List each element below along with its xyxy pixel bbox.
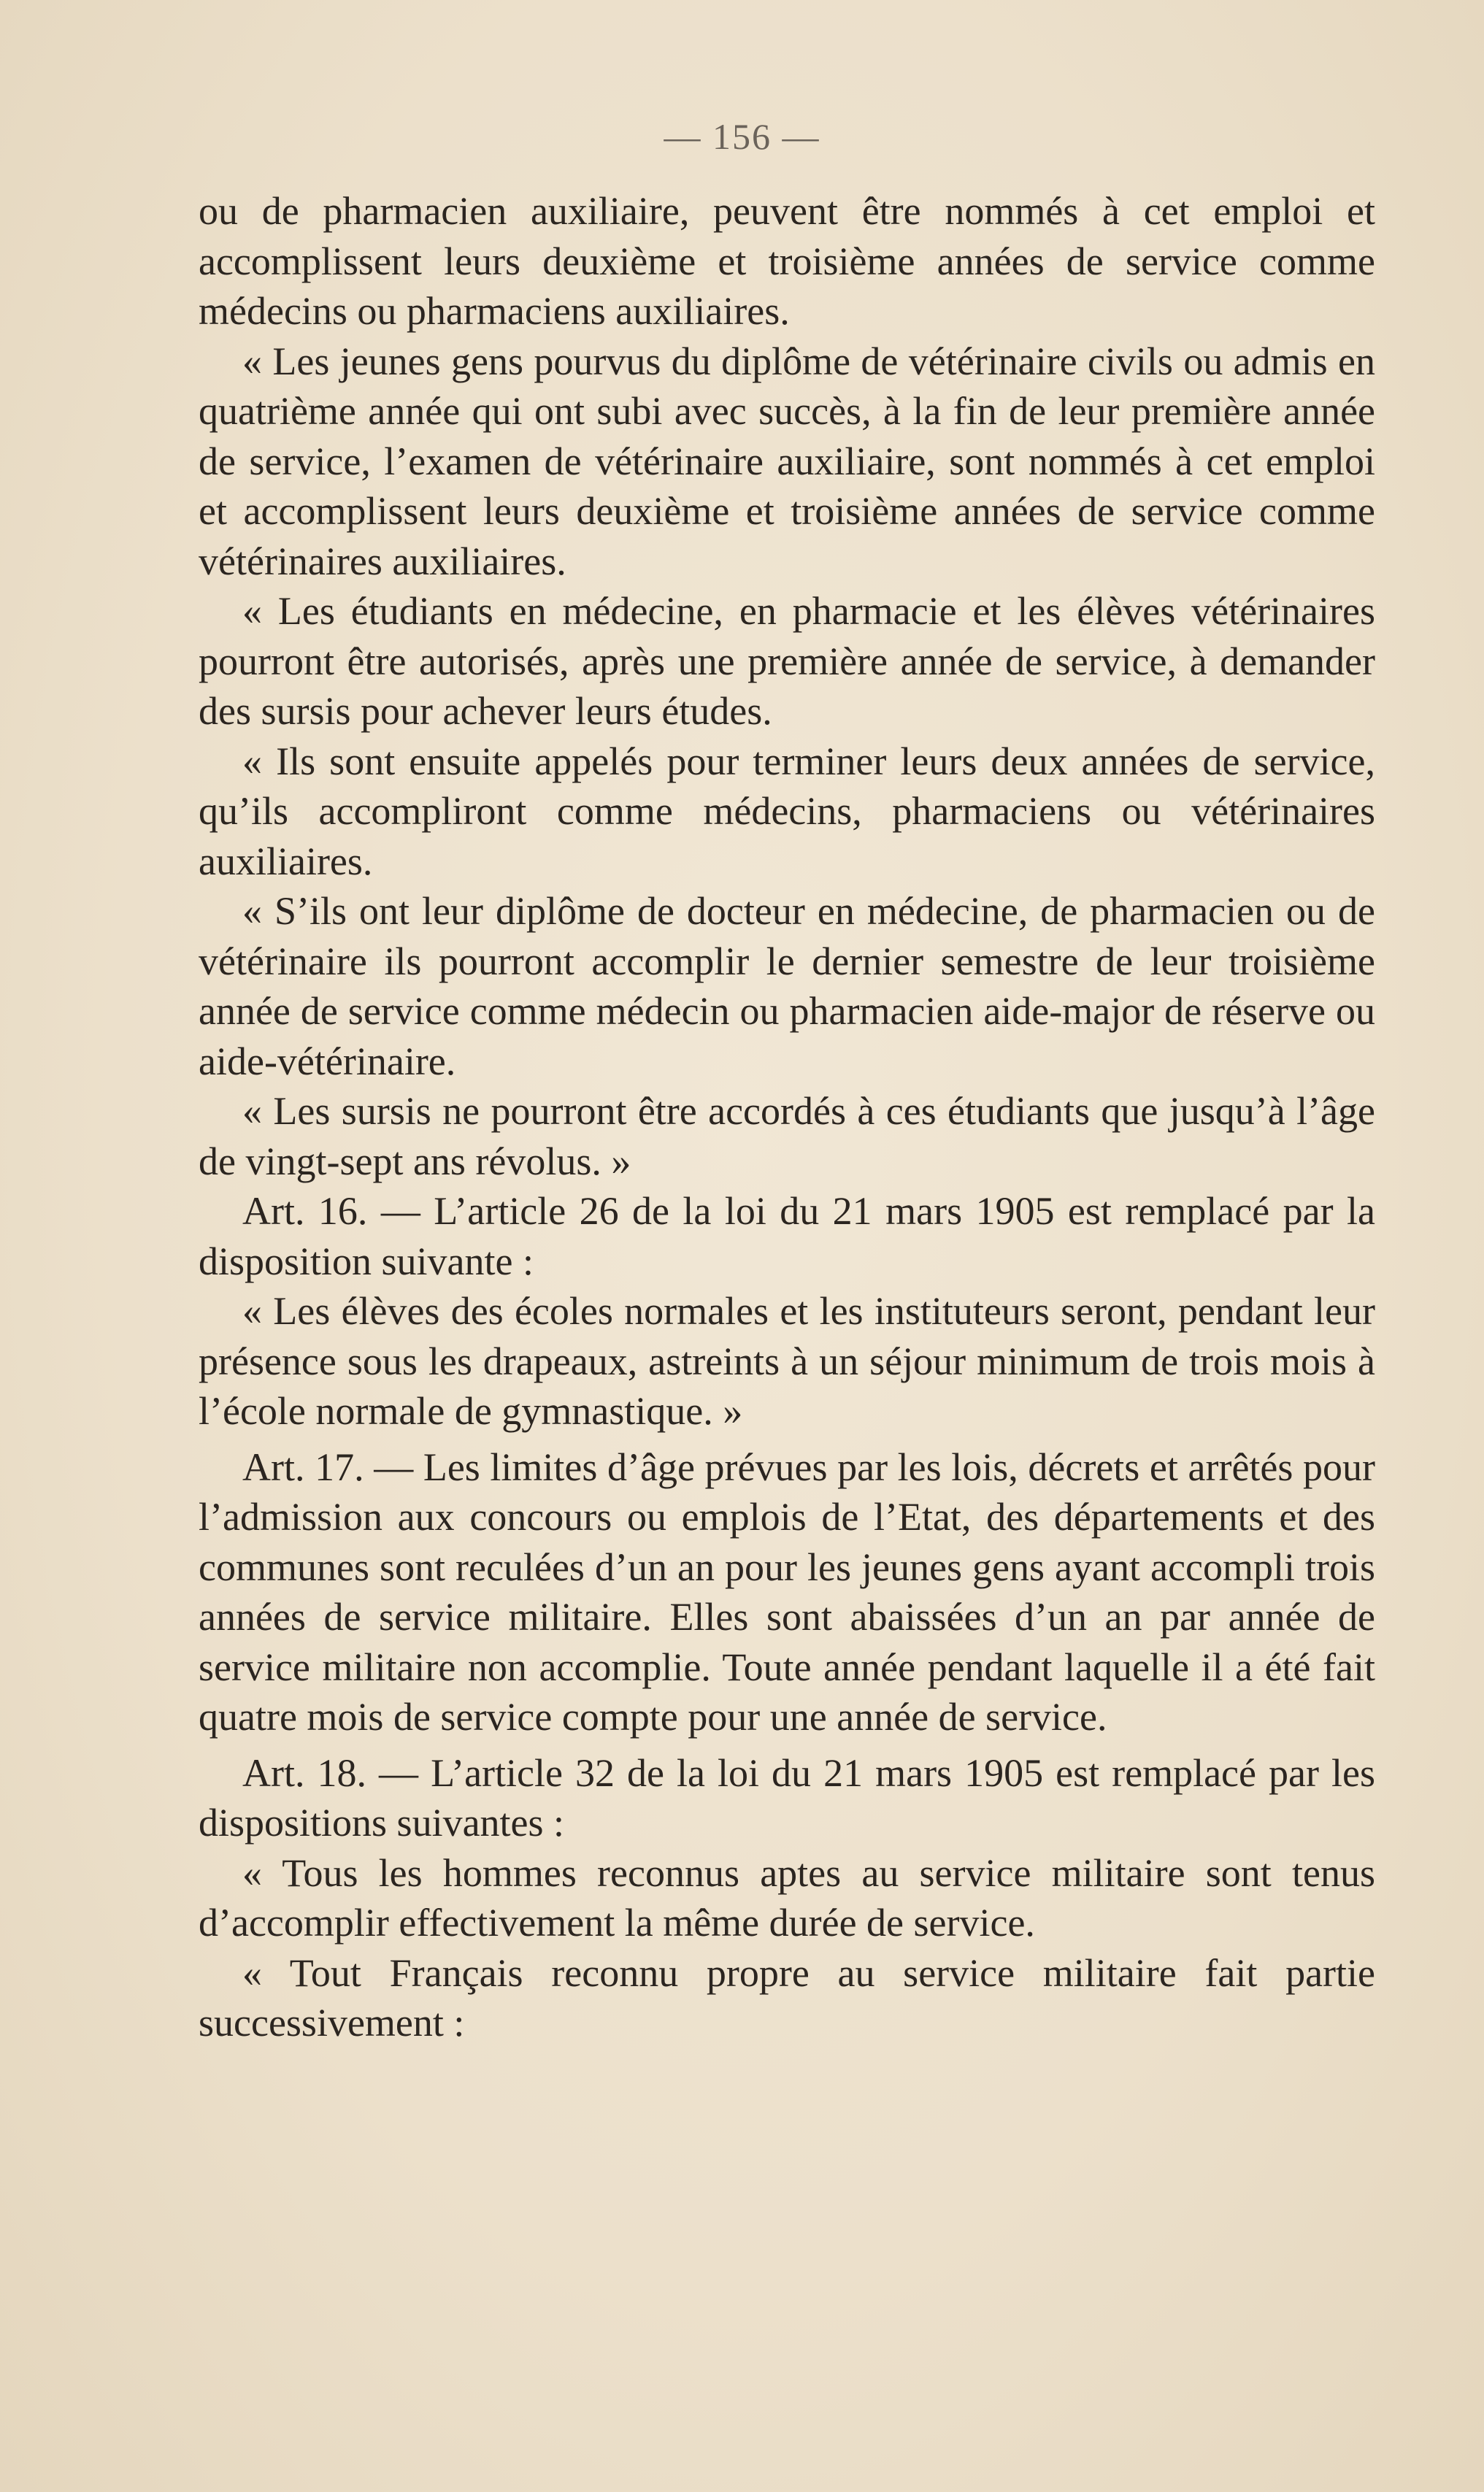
page-number: — 156 — bbox=[664, 116, 820, 157]
article-16: Art. 16. — L’article 26 de la loi du 21 mars 1905 est remplacé par la disposition suivante : bbox=[199, 1189, 1375, 1283]
paragraph-3: « Les étudiants en médecine, en pharmacie et les élèves vétérinaires pourront être autorisés, après une première année de service, à demander des sursis pour achever leurs études. bbox=[199, 589, 1375, 733]
article-17: Art. 17. — Les limites d’âge prévues par les lois, décrets et arrêtés pour l’admission aux concours ou emplois de l’Etat, des départements et des communes sont reculées d’un an pour les jeunes gens ayant accompli trois années de service militaire. Elles sont abaissées d’un an par année de service militaire non accomplie. Toute année pendant laquelle il a été fait quatre mois de service compte pour une année de service. bbox=[199, 1445, 1375, 1739]
paragraph-4: « Ils sont ensuite appelés pour terminer leurs deux années de service, qu’ils accompliront comme médecins, pharmaciens ou vétérinaires auxiliaires. bbox=[199, 739, 1375, 883]
article-18: Art. 18. — L’article 32 de la loi du 21 mars 1905 est remplacé par les dispositions suivantes : bbox=[199, 1750, 1375, 1845]
paragraph-5: « S’ils ont leur diplôme de docteur en médecine, de pharmacien ou de vétérinaire ils pourront accomplir le dernier semestre de leur troisième année de service comme médecin ou pharmacien aide-major de réserve ou aide-vétérinaire. bbox=[199, 889, 1375, 1083]
paragraph-8: « Les élèves des écoles normales et les instituteurs seront, pendant leur présence sous les drapeaux, astreints à un séjour minimum de trois mois à l’école normale de gymnastique. » bbox=[199, 1289, 1375, 1433]
paragraph-1: ou de pharmacien auxiliaire, peuvent être nommés à cet emploi et accomplissent leurs deuxième et troisième années de service comme médecins ou pharmaciens auxiliaires. bbox=[199, 189, 1375, 333]
paragraph-6: « Les sursis ne pourront être accordés à ces étudiants que jusqu’à l’âge de vingt-sept ans révolus. » bbox=[199, 1089, 1375, 1183]
paragraph-2: « Les jeunes gens pourvus du diplôme de vétérinaire civils ou admis en quatrième année qui ont subi avec succès, à la fin de leur première année de service, l’examen de vétérinaire auxiliaire, sont nommés à cet emploi et accomplissent leurs deuxième et troisième années de service comme vétérinaires auxiliaires. bbox=[199, 339, 1375, 583]
paragraph-12: « Tout Français reconnu propre au service militaire fait partie successivement : bbox=[199, 1950, 1375, 2045]
body-text bbox=[199, 186, 1375, 2048]
paragraph-11: « Tous les hommes reconnus aptes au service militaire sont tenus d’accomplir effectivement la même durée de service. bbox=[199, 1850, 1375, 1945]
